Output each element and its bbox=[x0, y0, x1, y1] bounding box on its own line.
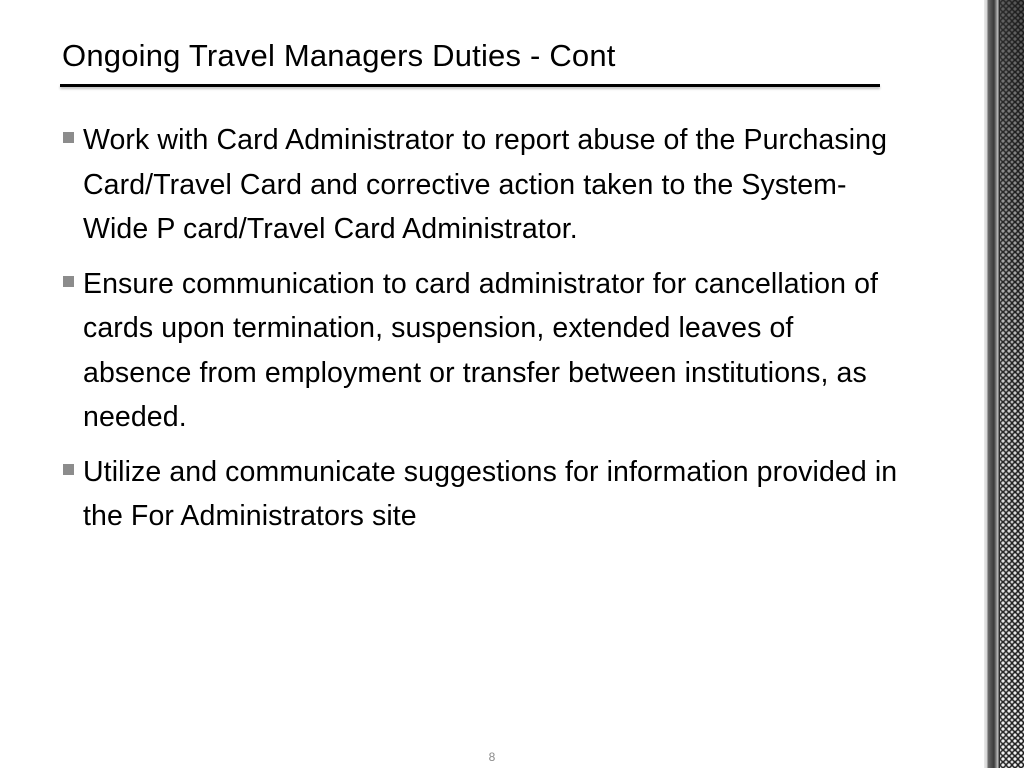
page-number: 8 bbox=[488, 750, 496, 764]
square-bullet-icon bbox=[63, 276, 74, 287]
bullet-text: Ensure communication to card administrator for cancellation of cards upon termination, suspension, extended leaves of absence from employment or transfer between institutions, as needed. bbox=[83, 267, 879, 433]
square-bullet-icon bbox=[63, 132, 74, 143]
bullet-text: Work with Card Administrator to report abuse of the Purchasing Card/Travel Card and corrective action taken to the System-Wide P card/Travel Card Administrator. bbox=[83, 124, 888, 245]
bullet-list bbox=[62, 118, 902, 549]
slide-title: Ongoing Travel Managers Duties - Cont bbox=[62, 38, 616, 73]
decorative-side-bar bbox=[984, 0, 1024, 768]
title-underline bbox=[60, 84, 880, 87]
bullet-item bbox=[62, 118, 902, 252]
checker-pattern bbox=[1000, 0, 1024, 768]
square-bullet-icon bbox=[63, 464, 74, 475]
bullet-item bbox=[62, 262, 902, 440]
bullet-item bbox=[62, 450, 902, 539]
bullet-text: Utilize and communicate suggestions for information provided in the For Administrators site bbox=[83, 455, 898, 532]
